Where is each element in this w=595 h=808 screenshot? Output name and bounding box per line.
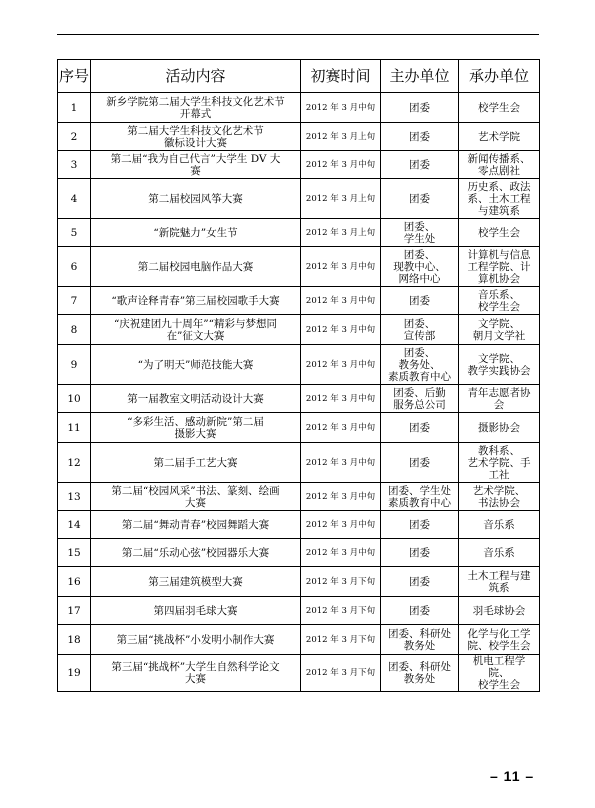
table-header-row <box>58 60 540 93</box>
cell-host-text: 团委 <box>409 421 430 434</box>
cell-seq <box>58 567 91 597</box>
cell-activity <box>91 597 301 625</box>
cell-host <box>381 625 459 655</box>
cell-host <box>381 151 459 179</box>
cell-organizer-text: 音乐系 <box>483 546 515 559</box>
cell-host <box>381 443 459 483</box>
cell-date-text: 2012 年 3 月中旬 <box>305 457 376 468</box>
cell-organizer <box>459 345 540 385</box>
cell-activity-text: 第二届“乐动心弦”校园器乐大赛 <box>121 546 270 559</box>
cell-seq-text: 6 <box>70 260 78 273</box>
cell-seq-text: 19 <box>67 667 81 679</box>
cell-seq <box>58 345 91 385</box>
cell-activity <box>91 345 301 385</box>
cell-organizer-text: 新闻传播系、 零点剧社 <box>467 152 531 177</box>
cell-activity-text: “为了明天”师范技能大赛 <box>137 358 254 371</box>
cell-date <box>301 597 381 625</box>
cell-host <box>381 655 459 692</box>
cell-date <box>301 413 381 443</box>
cell-organizer-text: 教科系、 艺术学院、手 工社 <box>467 444 531 481</box>
table-body <box>58 93 540 692</box>
cell-date <box>301 483 381 511</box>
cell-organizer-text: 艺术学院 <box>478 130 520 143</box>
cell-seq-text: 11 <box>67 421 81 434</box>
cell-activity <box>91 247 301 287</box>
cell-organizer <box>459 443 540 483</box>
cell-host-text: 团委 <box>409 575 430 588</box>
cell-date-text: 2012 年 3 月中旬 <box>305 159 376 170</box>
cell-activity <box>91 123 301 151</box>
cell-host-text: 团委 <box>409 101 430 114</box>
cell-date <box>301 287 381 315</box>
cell-host <box>381 123 459 151</box>
cell-organizer <box>459 93 540 123</box>
cell-organizer <box>459 123 540 151</box>
header-host: 主办单位 <box>381 60 459 93</box>
cell-date-text: 2012 年 3 月下旬 <box>305 576 376 587</box>
cell-activity <box>91 539 301 567</box>
cell-activity <box>91 219 301 247</box>
cell-organizer-text: 艺术学院、 书法协会 <box>472 484 526 509</box>
cell-organizer-text: 历史系、政法 系、土木工程 与建筑系 <box>467 180 531 217</box>
table-row <box>58 413 540 443</box>
cell-date-text: 2012 年 3 月中旬 <box>305 547 376 558</box>
table-row <box>58 539 540 567</box>
cell-activity <box>91 655 301 692</box>
cell-date-text: 2012 年 3 月中旬 <box>305 359 376 370</box>
cell-seq <box>58 179 91 219</box>
cell-activity <box>91 483 301 511</box>
cell-seq <box>58 511 91 539</box>
table-row <box>58 315 540 345</box>
cell-activity-text: “歌声诠释青春”第三届校园歌手大赛 <box>111 294 280 307</box>
cell-date-text: 2012 年 3 月上旬 <box>305 227 376 238</box>
header-date: 初赛时间 <box>301 60 381 93</box>
table-row <box>58 345 540 385</box>
cell-seq-text: 8 <box>70 323 78 336</box>
cell-seq-text: 15 <box>67 546 81 559</box>
cell-host <box>381 219 459 247</box>
cell-activity-text: 第一届教室文明活动设计大赛 <box>127 392 264 405</box>
cell-date <box>301 123 381 151</box>
cell-seq-text: 7 <box>70 294 78 307</box>
cell-date-text: 2012 年 3 月下旬 <box>305 634 376 645</box>
cell-date <box>301 219 381 247</box>
cell-activity <box>91 567 301 597</box>
cell-date-text: 2012 年 3 月中旬 <box>305 295 376 306</box>
cell-date <box>301 655 381 692</box>
cell-activity <box>91 385 301 413</box>
cell-date-text: 2012 年 3 月下旬 <box>305 668 376 678</box>
cell-host-text: 团委、科研处 教务处 <box>388 661 451 685</box>
cell-date-text: 2012 年 3 月中旬 <box>305 491 376 502</box>
cell-organizer <box>459 413 540 443</box>
cell-organizer <box>459 539 540 567</box>
cell-host <box>381 539 459 567</box>
cell-host-text: 团委、 现教中心、 网络中心 <box>393 248 446 285</box>
cell-organizer <box>459 315 540 345</box>
cell-activity-text: 第二届大学生科技文化艺术节 徽标设计大赛 <box>127 124 264 149</box>
cell-activity-text: “多彩生活、感动新院”第二届 摄影大赛 <box>127 415 264 440</box>
cell-date-text: 2012 年 3 月中旬 <box>305 519 376 530</box>
cell-date <box>301 93 381 123</box>
cell-date <box>301 179 381 219</box>
cell-organizer-text: 文学院、 教学实践协会 <box>467 352 531 377</box>
cell-organizer <box>459 511 540 539</box>
cell-activity-text: 第二届手工艺大赛 <box>153 456 238 469</box>
cell-activity-text: 新乡学院第二届大学生科技文化艺术节 开幕式 <box>106 95 285 120</box>
header-seq: 序号 <box>58 60 91 93</box>
cell-organizer <box>459 247 540 287</box>
cell-host <box>381 483 459 511</box>
cell-organizer-text: 校学生会 <box>478 226 520 239</box>
cell-seq <box>58 247 91 287</box>
cell-activity-text: 第二届校园风筝大赛 <box>148 192 243 205</box>
cell-host-text: 团委、后勤 服务总公司 <box>393 386 446 411</box>
cell-date-text: 2012 年 3 月中旬 <box>305 324 376 335</box>
table-row <box>58 287 540 315</box>
cell-organizer-text: 计算机与信息 工程学院、计 算机协会 <box>467 248 531 285</box>
cell-seq-text: 13 <box>67 490 81 503</box>
cell-date-text: 2012 年 3 月中旬 <box>305 393 376 404</box>
table-row <box>58 483 540 511</box>
cell-activity-text: 第二届“舞动青春”校园舞蹈大赛 <box>121 518 270 531</box>
cell-seq-text: 1 <box>70 101 78 114</box>
cell-host-text: 团委 <box>409 546 430 559</box>
cell-host-text: 团委 <box>409 130 430 143</box>
cell-host <box>381 287 459 315</box>
table-row <box>58 597 540 625</box>
cell-host <box>381 179 459 219</box>
cell-host-text: 团委 <box>409 158 430 171</box>
cell-organizer <box>459 287 540 315</box>
cell-organizer-text: 机电工程学 院、 校学生会 <box>472 655 526 691</box>
cell-host <box>381 511 459 539</box>
cell-seq <box>58 123 91 151</box>
cell-seq <box>58 597 91 625</box>
cell-date-text: 2012 年 3 月上旬 <box>305 193 376 204</box>
cell-seq-text: 12 <box>67 456 81 469</box>
cell-seq-text: 3 <box>70 158 78 171</box>
cell-organizer <box>459 567 540 597</box>
cell-host <box>381 315 459 345</box>
cell-date <box>301 345 381 385</box>
cell-seq-text: 10 <box>67 392 81 405</box>
cell-host <box>381 567 459 597</box>
cell-host <box>381 597 459 625</box>
cell-seq <box>58 539 91 567</box>
cell-seq-text: 2 <box>70 130 78 143</box>
cell-host-text: 团委 <box>409 456 430 469</box>
cell-organizer-text: 音乐系、 校学生会 <box>478 288 520 313</box>
cell-activity <box>91 413 301 443</box>
cell-organizer <box>459 625 540 655</box>
table-row <box>58 247 540 287</box>
cell-activity <box>91 625 301 655</box>
cell-organizer-text: 摄影协会 <box>478 421 520 434</box>
cell-date <box>301 151 381 179</box>
cell-seq-text: 5 <box>70 226 78 239</box>
cell-seq <box>58 315 91 345</box>
cell-seq-text: 4 <box>70 192 78 205</box>
cell-date <box>301 385 381 413</box>
cell-seq <box>58 655 91 692</box>
table-row <box>58 567 540 597</box>
cell-activity <box>91 151 301 179</box>
cell-host-text: 团委、科研处 教务处 <box>388 627 451 652</box>
cell-organizer <box>459 655 540 692</box>
header-activity: 活动内容 <box>91 60 301 93</box>
cell-seq <box>58 483 91 511</box>
cell-activity-text: 第三届“挑战杯”大学生自然科学论文 大赛 <box>111 661 280 685</box>
table-row <box>58 625 540 655</box>
cell-activity <box>91 315 301 345</box>
cell-host <box>381 385 459 413</box>
cell-seq <box>58 625 91 655</box>
cell-activity-text: 第三届建筑模型大赛 <box>148 575 243 588</box>
cell-organizer <box>459 597 540 625</box>
cell-seq-text: 9 <box>70 358 78 371</box>
cell-date <box>301 315 381 345</box>
cell-organizer <box>459 385 540 413</box>
cell-activity <box>91 179 301 219</box>
cell-seq-text: 16 <box>67 575 81 588</box>
cell-date-text: 2012 年 3 月下旬 <box>305 605 376 616</box>
cell-seq <box>58 413 91 443</box>
cell-seq <box>58 287 91 315</box>
cell-host-text: 团委、学生处 素质教育中心 <box>388 484 451 509</box>
cell-seq-text: 14 <box>67 518 81 531</box>
cell-host <box>381 247 459 287</box>
table-row <box>58 511 540 539</box>
cell-date <box>301 247 381 287</box>
cell-date <box>301 567 381 597</box>
cell-date <box>301 443 381 483</box>
cell-seq-text: 18 <box>67 633 81 646</box>
cell-seq <box>58 93 91 123</box>
page-number: – 11 – <box>490 768 535 784</box>
table-row <box>58 443 540 483</box>
cell-host-text: 团委、 学生处 <box>403 220 436 245</box>
cell-host-text: 团委 <box>409 192 430 205</box>
cell-date-text: 2012 年 3 月中旬 <box>305 261 376 272</box>
cell-organizer-text: 化学与化工学 院、校学生会 <box>467 627 531 652</box>
cell-activity-text: 第二届“我为自己代言”大学生 DV 大 赛 <box>110 152 281 177</box>
table-row <box>58 655 540 692</box>
table-row <box>58 385 540 413</box>
cell-date <box>301 625 381 655</box>
cell-organizer <box>459 483 540 511</box>
cell-organizer-text: 羽毛球协会 <box>472 604 526 617</box>
cell-host-text: 团委 <box>409 294 430 307</box>
cell-seq <box>58 151 91 179</box>
table-row <box>58 151 540 179</box>
activity-schedule-table <box>57 59 540 692</box>
table-row <box>58 219 540 247</box>
cell-date-text: 2012 年 3 月中旬 <box>305 102 376 113</box>
cell-seq <box>58 385 91 413</box>
cell-host <box>381 93 459 123</box>
table-row <box>58 123 540 151</box>
cell-organizer <box>459 179 540 219</box>
cell-organizer-text: 文学院、 朝月文学社 <box>472 317 526 342</box>
cell-seq-text: 17 <box>67 604 81 617</box>
cell-activity-text: 第三届“挑战杯”小发明小制作大赛 <box>116 633 275 646</box>
cell-host-text: 团委、 教务处、 素质教育中心 <box>388 346 451 383</box>
cell-date <box>301 511 381 539</box>
cell-host-text: 团委、 宣传部 <box>403 317 436 342</box>
header-organizer: 承办单位 <box>459 60 540 93</box>
cell-activity <box>91 287 301 315</box>
cell-date <box>301 539 381 567</box>
cell-seq <box>58 219 91 247</box>
cell-host <box>381 413 459 443</box>
cell-organizer-text: 青年志愿者协 会 <box>467 386 531 411</box>
cell-activity <box>91 443 301 483</box>
cell-organizer-text: 土木工程与建 筑系 <box>467 569 531 594</box>
cell-organizer-text: 音乐系 <box>483 518 515 531</box>
cell-activity-text: 第四届羽毛球大赛 <box>153 604 238 617</box>
header-rule <box>57 34 539 35</box>
cell-seq <box>58 443 91 483</box>
cell-activity-text: 第二届校园电脑作品大赛 <box>137 260 254 273</box>
cell-activity-text: 第二届“校园风采”书法、篆刻、绘画 大赛 <box>111 484 280 509</box>
cell-organizer <box>459 219 540 247</box>
cell-date-text: 2012 年 3 月中旬 <box>305 422 376 433</box>
cell-date-text: 2012 年 3 月上旬 <box>305 131 376 142</box>
cell-host-text: 团委 <box>409 604 430 617</box>
cell-organizer-text: 校学生会 <box>478 101 520 114</box>
table-row <box>58 179 540 219</box>
cell-activity-text: “新院魅力”女生节 <box>153 226 238 239</box>
cell-activity <box>91 93 301 123</box>
cell-activity <box>91 511 301 539</box>
cell-host-text: 团委 <box>409 518 430 531</box>
cell-activity-text: “庆祝建团九十周年”“精彩与梦想同 在”征文大赛 <box>113 317 278 342</box>
table-row <box>58 93 540 123</box>
cell-organizer <box>459 151 540 179</box>
cell-host <box>381 345 459 385</box>
